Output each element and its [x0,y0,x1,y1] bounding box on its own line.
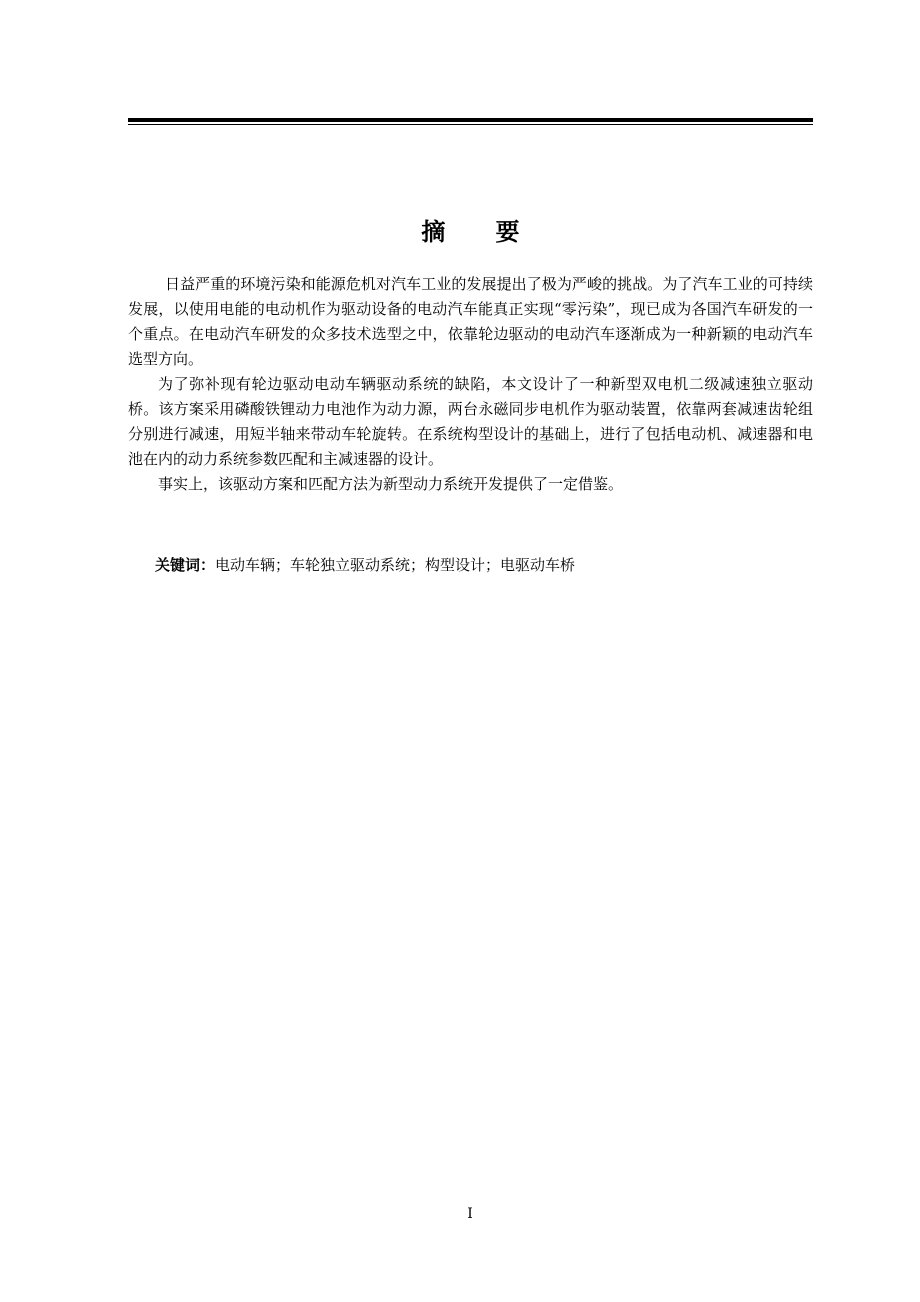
abstract-paragraph-1: 日益严重的环境污染和能源危机对汽车工业的发展提出了极为严峻的挑战。为了汽车工业的可持续发展，以使用电能的电动机作为驱动设备的电动汽车能真正实现“零污染”，现已成为各国汽车研发的一个重点。在电动汽车研发的众多技术选型之中，依靠轮边驱动的电动汽车逐渐成为一种新颖的电动汽车选型方向。 [128,275,813,368]
header-rule [128,118,813,125]
keywords-text: 电动车辆；车轮独立驱动系统；构型设计；电驱动车桥 [215,556,576,574]
abstract-title: 摘 要 [421,218,520,246]
header-rule-thin [128,124,813,125]
keywords-line [155,553,575,578]
abstract-paragraph-3: 事实上，该驱动方案和匹配方法为新型动力系统开发提供了一定借鉴。 [158,475,624,493]
page-number: I [467,1206,473,1222]
abstract-body [128,272,813,497]
keywords-label: 关键词： [155,556,216,574]
abstract-paragraph-2: 为了弥补现有轮边驱动电动车辆驱动系统的缺陷，本文设计了一种新型双电机二级减速独立驱动桥。该方案采用磷酸铁锂动力电池作为动力源，两台永磁同步电机作为驱动装置，依靠两套减速齿轮组分别进行减速，用短半轴来带动车轮旋转。在系统构型设计的基础上，进行了包括电动机、减速器和电池在内的动力系统参数匹配和主减速器的设计。 [128,375,813,468]
